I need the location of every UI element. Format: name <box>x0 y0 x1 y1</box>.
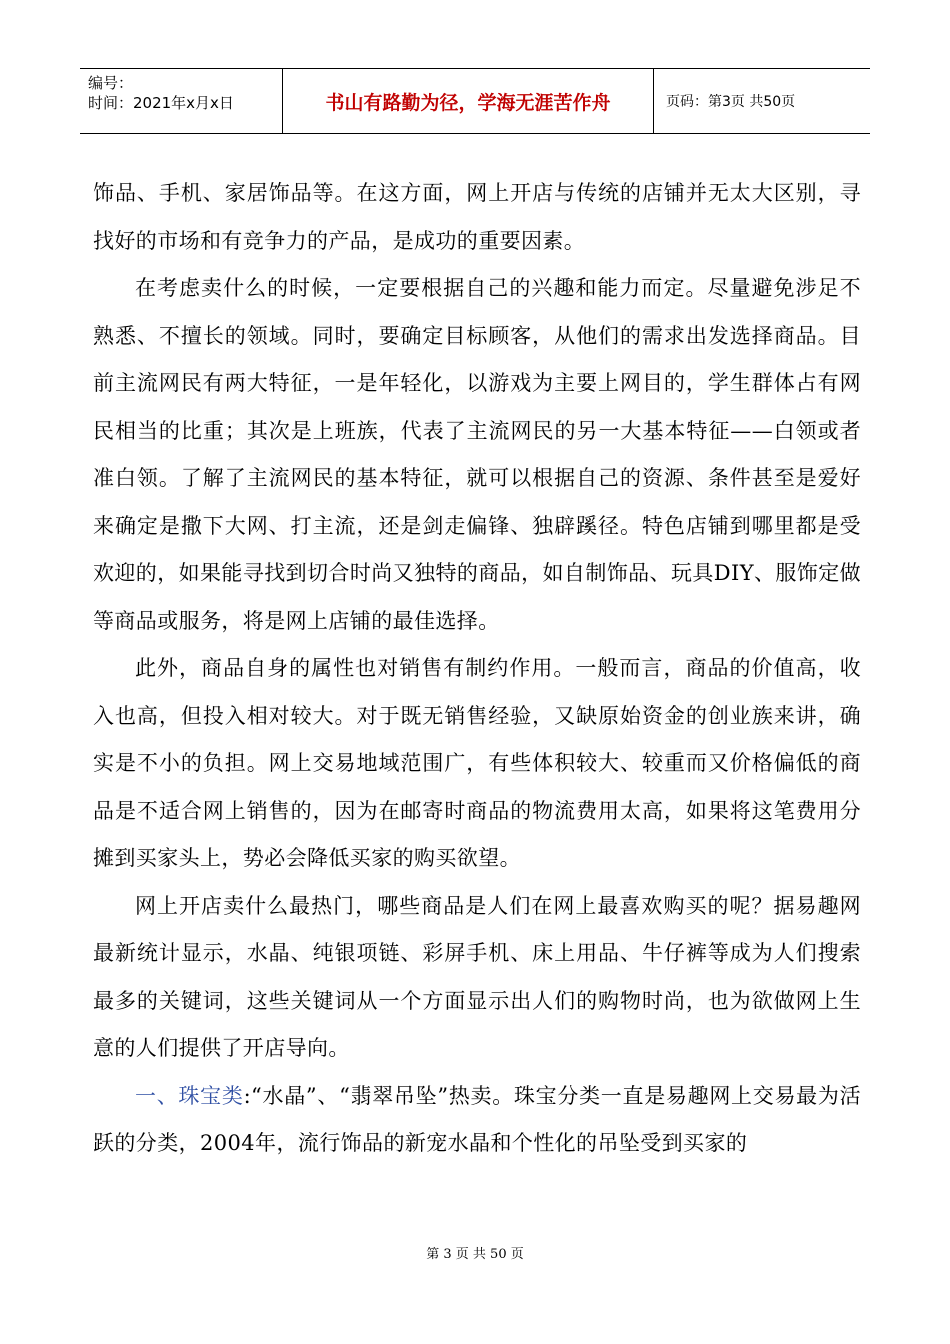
section-paragraph <box>93 1073 861 1168</box>
paragraph: 此外，商品自身的属性也对销售有制约作用。一般而言，商品的价值高，收入也高，但投入相对较大。对于既无销售经验，又缺原始资金的创业族来讲，确实是不小的负担。网上交易地域范围广，有些体积较大、较重而又价格偏低的商品是不适合网上销售的，因为在邮寄时商品的物流费用太高，如果将这笔费用分摊到买家头上，势必会降低买家的购买欲望。 <box>93 656 861 870</box>
section-text: :“水晶”、“翡翠吊坠”热卖。珠宝分类一直是易趣网上交易最为活跃的分类，2004年，流行饰品的新宠水晶和个性化的吊坠受到买家的 <box>93 1083 862 1155</box>
page-info: 页码：第3页 共50页 <box>666 94 796 110</box>
header-page-info-cell <box>654 69 870 133</box>
paragraph: 在考虑卖什么的时候，一定要根据自己的兴趣和能力而定。尽量避免涉足不熟悉、不擅长的领域。同时，要确定目标顾客，从他们的需求出发选择商品。目前主流网民有两大特征，一是年轻化，以游戏为主要上网目的，学生群体占有网民相当的比重；其次是上班族，代表了主流网民的另一大基本特征——白领或者准白领。了解了主流网民的基本特征，就可以根据自己的资源、条件甚至是爱好来确定是撒下大网、打主流，还是剑走偏锋、独辟蹊径。特色店铺到哪里都是受欢迎的，如果能寻找到切合时尚又独特的商品，如自制饰品、玩具DIY、服饰定做等商品或服务，将是网上店铺的最佳选择。 <box>93 276 861 633</box>
section-heading: 一、珠宝类 <box>135 1083 244 1108</box>
time-label: 时间：2021年x月x日 <box>88 94 234 112</box>
number-label: 编号： <box>88 74 134 92</box>
page-footer: 第 3 页 共 50 页 <box>426 1247 524 1262</box>
paragraph: 饰品、手机、家居饰品等。在这方面，网上开店与传统的店铺并无太大区别，寻找好的市场和有竞争力的产品，是成功的重要因素。 <box>93 181 861 253</box>
header-meta <box>80 69 283 133</box>
motto: 书山有路勤为径，学海无涯苦作舟 <box>325 91 611 114</box>
document-body <box>93 170 861 1168</box>
page-header <box>80 68 870 134</box>
paragraph: 网上开店卖什么最热门，哪些商品是人们在网上最喜欢购买的呢？据易趣网最新统计显示，水晶、纯银项链、彩屏手机、床上用品、牛仔裤等成为人们搜索最多的关键词，这些关键词从一个方面显示出人们的购物时尚，也为欲做网上生意的人们提供了开店导向。 <box>93 893 861 1060</box>
header-motto-cell <box>283 69 654 133</box>
